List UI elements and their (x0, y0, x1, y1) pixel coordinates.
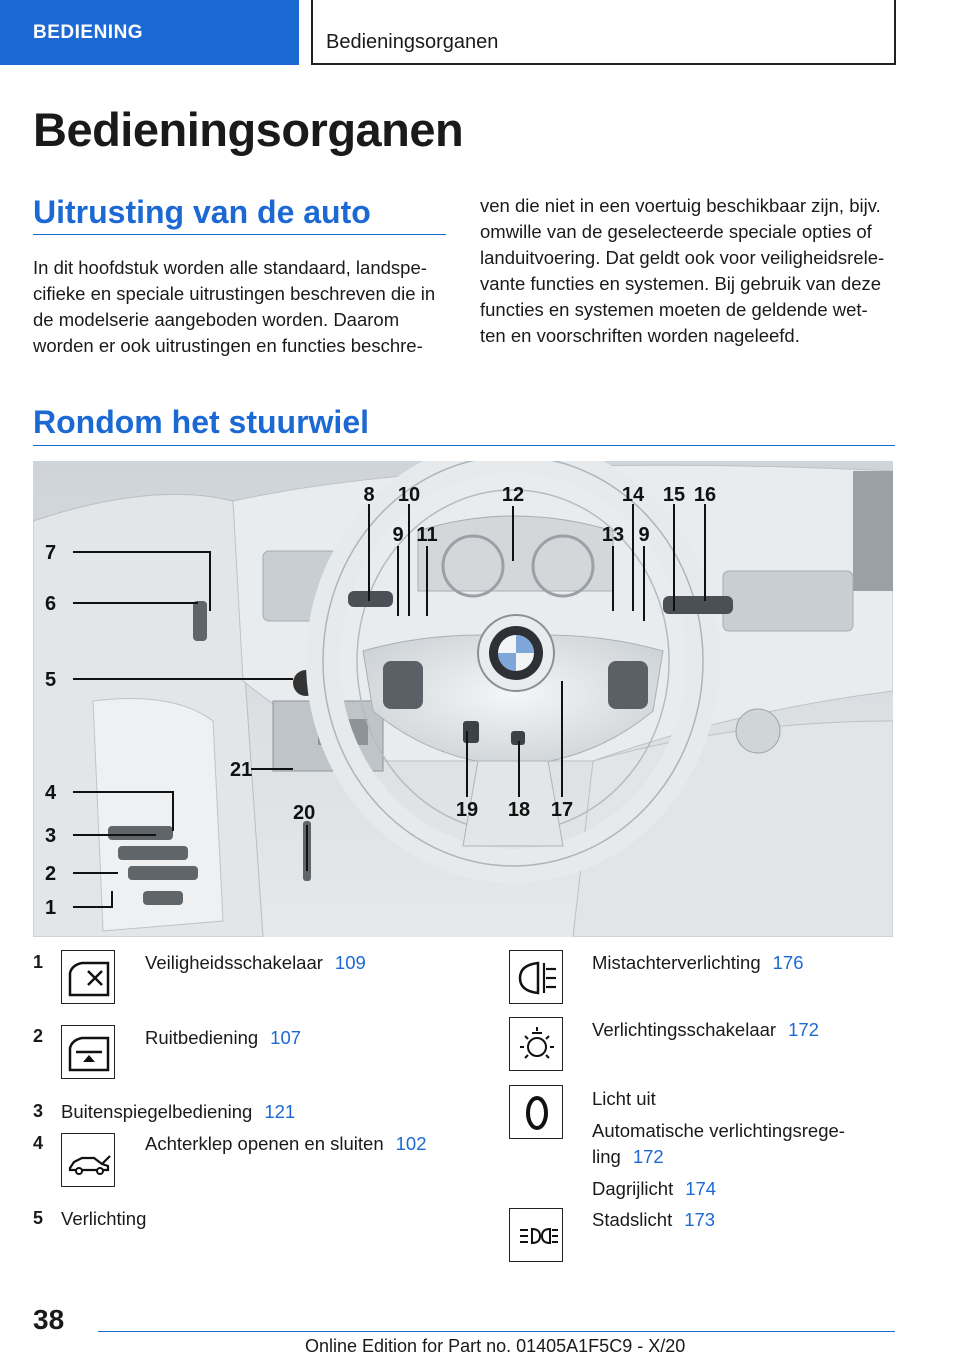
section-rule (33, 445, 895, 446)
intro-right: ven die niet in een voertuig beschikbaar zijn, bijv. omwille van de geselecteerde speciale opties of landuitvoering. Dat geldt ook voor veiligheidsrele- vante functies en systemen. Bij gebruik van deze functies en systemen moeten de geldende wet- ten en voorschriften worden nageleefd. (480, 195, 885, 346)
rear-fog-light-icon (509, 950, 563, 1004)
callout-19: 19 (455, 799, 479, 821)
callout-15: 15 (662, 484, 686, 506)
footer-edition: Online Edition for Part no. 01405A1F5C9 - X/20 (305, 1336, 686, 1356)
callout-16: 16 (693, 484, 717, 506)
legend-num-5: 5 (33, 1208, 44, 1228)
callout-20: 20 (293, 802, 316, 824)
callout-17: 17 (550, 799, 574, 821)
footer-rule (98, 1331, 895, 1332)
section-title-equipment: Uitrusting van de auto (33, 194, 371, 230)
callout-13: 13 (601, 524, 625, 546)
callout-18: 18 (507, 799, 531, 821)
legend-num-3: 3 (33, 1101, 44, 1121)
callout-5: 5 (45, 669, 57, 691)
page-ref-link[interactable]: 173 (684, 1209, 716, 1230)
callout-7: 7 (45, 542, 57, 564)
legend-num-4: 4 (33, 1133, 44, 1153)
callout-10: 10 (397, 484, 421, 506)
cockpit-drawing (33, 461, 893, 937)
intro-left: In dit hoofdstuk worden alle standaard, landspe- cifieke en speciale uitrustingen beschreven die in de modelserie aangeboden worden. Daarom worden er ook uitrustingen en functies beschre- (33, 257, 436, 356)
page-ref-link[interactable]: 121 (264, 1101, 296, 1122)
section-tab[interactable]: BEDIENING (0, 0, 299, 65)
legend-item-2: Ruitbediening 107 (145, 1027, 302, 1048)
legend-item-3: Buitenspiegelbediening 121 (61, 1101, 296, 1122)
legend-num-1: 1 (33, 952, 44, 972)
tailgate-icon (61, 1133, 115, 1187)
callout-11: 11 (416, 524, 438, 546)
page-ref-link[interactable]: 176 (772, 952, 804, 973)
parking-light-icon (509, 1208, 563, 1262)
window-control-icon (61, 1025, 115, 1079)
callout-8: 8 (363, 484, 375, 506)
section-title-steering: Rondom het stuurwiel (33, 404, 369, 440)
page-number: 38 (33, 1304, 65, 1335)
legend-item-1: Veiligheidsschakelaar 109 (145, 952, 366, 973)
callout-4: 4 (45, 782, 57, 804)
cockpit-illustration (33, 461, 893, 937)
legend-item-parking: Stadslicht 173 (592, 1209, 716, 1230)
callout-3: 3 (45, 825, 57, 847)
page-ref-link[interactable]: 172 (788, 1019, 819, 1040)
legend-item-fog: Mistachterverlichting 176 (592, 952, 804, 973)
legend-item-light-off: Licht uit Automatische verlichtingsrege- ling 172 Dagrijlicht 174 (592, 1088, 845, 1199)
light-switch-icon (509, 1017, 563, 1071)
legend-num-2: 2 (33, 1026, 44, 1046)
callout-2: 2 (45, 863, 57, 885)
callout-14: 14 (621, 484, 645, 506)
section-rule (33, 234, 446, 235)
page-ref-link[interactable]: 174 (685, 1178, 717, 1199)
legend-item-light-switch: Verlichtingsschakelaar 172 (592, 1019, 819, 1040)
callout-1: 1 (45, 897, 57, 919)
callout-9-left: 9 (392, 524, 404, 546)
page-ref-link[interactable]: 109 (334, 952, 366, 973)
page-ref-link[interactable]: 102 (395, 1133, 427, 1154)
callout-6: 6 (45, 593, 57, 615)
page-ref-link[interactable]: 172 (632, 1146, 664, 1167)
callout-12: 12 (501, 484, 525, 506)
legend-item-4: Achterklep openen en sluiten 102 (145, 1133, 427, 1154)
chapter-header: Bedieningsorganen (311, 0, 896, 65)
window-lock-icon (61, 950, 115, 1004)
page-title: Bedieningsorganen (33, 103, 464, 156)
light-off-icon (509, 1085, 563, 1139)
page-ref-link[interactable]: 107 (270, 1027, 302, 1048)
callout-21: 21 (230, 759, 253, 781)
legend-item-5: Verlichting (61, 1208, 147, 1229)
callout-9-right: 9 (638, 524, 650, 546)
